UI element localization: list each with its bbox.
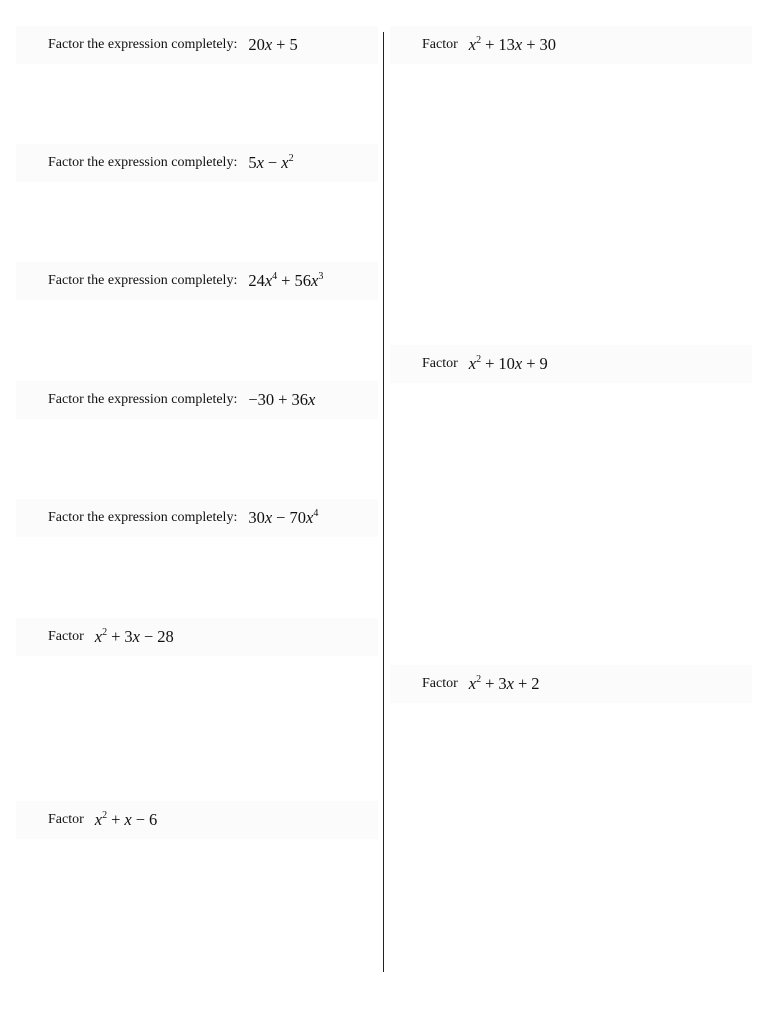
expression-variable: x [94, 810, 103, 829]
problem-prompt: Factor [422, 676, 458, 691]
expression-term: 70 [289, 508, 306, 527]
problem-expression [248, 153, 293, 173]
expression-variable: x [468, 35, 477, 54]
expression-term: 28 [157, 627, 174, 646]
expression-term: 5 [248, 153, 257, 172]
expression-exponent: 2 [476, 674, 482, 685]
expression-variable: x [264, 271, 273, 290]
problem-expression [469, 674, 540, 694]
problem-9 [390, 345, 752, 383]
problem-expression [248, 35, 297, 55]
column-divider [383, 32, 384, 972]
expression-exponent: 4 [272, 271, 278, 282]
expression-operator: + [485, 354, 495, 373]
problem-expression [469, 35, 556, 55]
expression-operator: + [278, 390, 288, 409]
problem-8 [390, 26, 752, 64]
expression-variable: x [94, 627, 103, 646]
expression-variable: x [310, 271, 319, 290]
expression-operator: − [267, 153, 278, 172]
problem-expression [469, 354, 548, 374]
problem-prompt: Factor [422, 37, 458, 52]
problem-prompt: Factor the expression completely: [48, 392, 238, 407]
problem-prompt: Factor the expression completely: [48, 37, 238, 52]
expression-term: 36 [291, 390, 308, 409]
expression-variable: x [514, 354, 523, 373]
expression-term: 13 [498, 35, 515, 54]
problem-prompt: Factor [48, 812, 84, 827]
expression-operator: + [517, 674, 528, 693]
expression-exponent: 2 [102, 810, 108, 821]
expression-exponent: 2 [102, 627, 108, 638]
problem-prompt: Factor the expression completely: [48, 155, 238, 170]
problem-10 [390, 665, 752, 703]
expression-variable: x [256, 153, 264, 172]
expression-term: 30 [539, 35, 557, 54]
problem-5 [16, 499, 378, 537]
expression-term: 30 [248, 508, 265, 527]
expression-variable: x [132, 627, 140, 646]
expression-term: −30 [248, 390, 275, 409]
expression-operator: + [485, 35, 495, 54]
expression-term: 9 [539, 354, 548, 373]
expression-term: 20 [248, 35, 265, 54]
expression-term: 3 [124, 627, 133, 646]
expression-variable: x [506, 674, 514, 693]
expression-exponent: 2 [476, 35, 482, 46]
problem-expression [248, 271, 323, 291]
expression-operator: + [526, 35, 536, 54]
expression-variable: x [307, 390, 316, 409]
expression-variable: x [305, 508, 314, 527]
problem-7 [16, 801, 378, 839]
problem-prompt: Factor the expression completely: [48, 510, 238, 525]
problem-expression [248, 390, 315, 410]
expression-term: 5 [289, 35, 298, 54]
problem-prompt: Factor [48, 629, 84, 644]
expression-operator: + [485, 674, 495, 693]
expression-operator: − [276, 508, 286, 527]
expression-operator: − [135, 810, 146, 829]
expression-term: 6 [149, 810, 158, 829]
problem-expression [248, 508, 318, 528]
problem-3 [16, 262, 378, 300]
problem-2 [16, 144, 378, 182]
expression-variable: x [124, 810, 132, 829]
expression-exponent: 4 [313, 508, 319, 519]
expression-operator: − [143, 627, 154, 646]
expression-variable: x [264, 35, 273, 54]
problem-expression [95, 627, 174, 647]
expression-term: 2 [531, 674, 540, 693]
expression-term: 10 [498, 354, 515, 373]
expression-operator: + [111, 627, 121, 646]
expression-exponent: 2 [476, 354, 482, 365]
problem-expression [95, 810, 158, 830]
expression-term: 3 [498, 674, 507, 693]
problem-4 [16, 381, 378, 419]
expression-term: 24 [248, 271, 265, 290]
expression-variable: x [468, 354, 477, 373]
problem-prompt: Factor the expression completely: [48, 273, 238, 288]
expression-exponent: 2 [288, 153, 294, 164]
expression-variable: x [281, 153, 289, 172]
problem-1 [16, 26, 378, 64]
expression-operator: + [526, 354, 536, 373]
expression-operator: + [281, 271, 291, 290]
problem-6 [16, 618, 378, 656]
expression-variable: x [264, 508, 273, 527]
expression-operator: + [111, 810, 121, 829]
expression-variable: x [468, 674, 477, 693]
expression-variable: x [514, 35, 523, 54]
expression-term: 56 [294, 271, 311, 290]
problem-prompt: Factor [422, 356, 458, 371]
expression-exponent: 3 [318, 271, 324, 282]
expression-operator: + [276, 35, 286, 54]
